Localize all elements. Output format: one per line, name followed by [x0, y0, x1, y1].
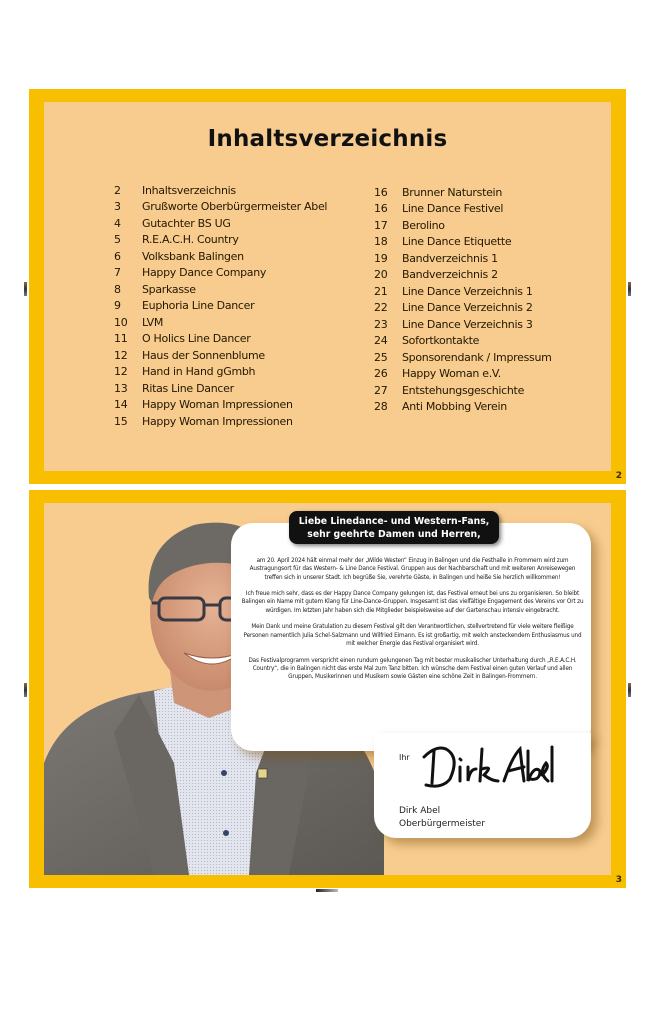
toc-entry[interactable]: [374, 382, 552, 399]
toc-entry-label: Euphoria Line Dancer: [142, 299, 255, 313]
page-greeting-content: [44, 503, 611, 875]
toc-entry-label: Bandverzeichnis 1: [402, 251, 498, 265]
toc-entry-label: Gutachter BS UG: [142, 216, 231, 230]
toc-entry-label: Line Dance Verzeichnis 3: [402, 317, 533, 331]
toc-entry[interactable]: [374, 234, 552, 251]
toc-entry[interactable]: [114, 347, 327, 364]
toc-entry-page-number: 4: [114, 216, 121, 230]
toc-entry-label: Sponsorendank / Impressum: [402, 350, 552, 364]
toc-entry[interactable]: [114, 265, 327, 282]
toc-entry[interactable]: [114, 397, 327, 414]
toc-entry-page-number: 19: [374, 251, 388, 265]
toc-entry-page-number: 13: [114, 381, 128, 395]
toc-entry-page-number: 7: [114, 266, 121, 280]
toc-entry[interactable]: [374, 184, 552, 201]
toc-entry-label: Ritas Line Dancer: [142, 381, 234, 395]
toc-entry[interactable]: [114, 413, 327, 430]
toc-entry-label: Berolino: [402, 218, 445, 232]
toc-entry-page-number: 16: [374, 185, 388, 199]
page-number: 3: [615, 875, 622, 885]
toc-title: Inhaltsverzeichnis: [207, 126, 448, 152]
toc-entry-page-number: 15: [114, 414, 128, 428]
page-number: 2: [615, 471, 622, 481]
toc-entry-label: Line Dance Verzeichnis 1: [402, 284, 533, 298]
toc-entry-page-number: 17: [374, 218, 388, 232]
margin-mark-right-1: [628, 282, 631, 296]
margin-mark-left-1: [24, 282, 27, 296]
toc-entry-page-number: 14: [114, 398, 128, 412]
toc-entry[interactable]: [114, 281, 327, 298]
letter-paragraph-2: Ich freue mich sehr, dass es der Happy Dance Company gelungen ist, das Festival erneut bei uns zu organisieren. So bleibt Balingen ein Name mit gutem Klang für Line-Dance-Gruppen. Insgesamt ist das vielfältige Engagement des Vereins vor Ort zu würdigen. Im letzten Jahr haben sich die Mitglieder beispielsweise auf der Gartenschau intensiv eingebracht.: [241, 591, 584, 614]
toc-entry[interactable]: [374, 349, 552, 366]
toc-entry-label: Happy Woman Impressionen: [142, 398, 293, 412]
signer-name: Dirk Abel: [399, 806, 441, 816]
toc-entry-page-number: 24: [374, 334, 388, 348]
letter-body: [240, 557, 585, 690]
toc-entry-page-number: 5: [114, 233, 121, 247]
toc-entry-label: O Holics Line Dancer: [142, 332, 251, 346]
closing-word: Ihr: [399, 753, 410, 762]
toc-entry-label: Hand in Hand gGmbh: [142, 365, 256, 379]
toc-entry[interactable]: [374, 217, 552, 234]
toc-entry[interactable]: [374, 201, 552, 218]
toc-entry[interactable]: [114, 380, 327, 397]
toc-entry[interactable]: [114, 248, 327, 265]
toc-entry-page-number: 2: [114, 183, 121, 197]
toc-entry-page-number: 25: [374, 350, 388, 364]
toc-entry-label: Haus der Sonnenblume: [142, 348, 265, 362]
toc-entry-page-number: 18: [374, 235, 388, 249]
toc-entry[interactable]: [374, 267, 552, 284]
toc-entry-page-number: 22: [374, 301, 388, 315]
toc-entry[interactable]: [114, 364, 327, 381]
toc-entry[interactable]: [114, 215, 327, 232]
toc-entry-page-number: 12: [114, 348, 128, 362]
toc-entry-page-number: 6: [114, 249, 121, 263]
toc-entry[interactable]: [114, 182, 327, 199]
toc-entry[interactable]: [114, 331, 327, 348]
toc-entry[interactable]: [374, 366, 552, 383]
toc-entry[interactable]: [374, 399, 552, 416]
page-separator-mark: [316, 889, 338, 892]
toc-entry-label: Volksbank Balingen: [142, 249, 244, 263]
toc-entry-page-number: 10: [114, 315, 128, 329]
margin-mark-right-2: [628, 683, 631, 697]
toc-entry-label: Sofortkontakte: [402, 334, 480, 348]
toc-entry-label: Line Dance Festivel: [402, 202, 504, 216]
toc-entry-page-number: 11: [114, 332, 128, 346]
greeting-heading-line-1: Liebe Linedance- und Western-Fans,: [298, 516, 490, 527]
toc-entry-label: LVM: [142, 315, 164, 329]
toc-entry-page-number: 9: [114, 299, 121, 313]
toc-entry-label: Happy Dance Company: [142, 266, 267, 280]
toc-entry[interactable]: [374, 283, 552, 300]
toc-column-left: [114, 182, 327, 430]
page-toc-content: [44, 102, 611, 471]
page-greeting: [29, 490, 626, 888]
toc-entry-page-number: 20: [374, 268, 388, 282]
toc-entry[interactable]: [114, 298, 327, 315]
toc-entry[interactable]: [114, 232, 327, 249]
letter-paragraph-4: Das Festivalprogramm verspricht einen rundum gelungenen Tag mit bester musikalischer Unterhaltung durch „R.E.A.C.H. Country“, die in Balingen nicht das erste Mal zum Tanz bitten. Ich wünsche dem Festival einen guten Verlauf und allen Gruppen, Musikerinnen und Musikern sowie Gästen eine schöne Zeit in Balingen-Frommern.: [248, 657, 577, 681]
toc-entry-label: R.E.A.C.H. Country: [142, 233, 239, 247]
toc-entry-page-number: 16: [374, 202, 388, 216]
toc-entry-label: Happy Woman Impressionen: [142, 414, 293, 428]
toc-entry-label: Grußworte Oberbürgermeister Abel: [142, 200, 328, 214]
toc-entry-page-number: 21: [374, 284, 388, 298]
greeting-heading: [289, 511, 499, 544]
toc-entry[interactable]: [374, 250, 552, 267]
toc-entry-label: Happy Woman e.V.: [402, 367, 501, 381]
handwritten-signature: [416, 737, 556, 792]
toc-entry[interactable]: [114, 199, 327, 216]
toc-entry-label: Sparkasse: [142, 282, 196, 296]
toc-entry-page-number: 28: [374, 400, 388, 414]
toc-entry-label: Anti Mobbing Verein: [402, 400, 507, 414]
toc-entry-page-number: 26: [374, 367, 388, 381]
toc-entry-page-number: 8: [114, 282, 121, 296]
greeting-heading-line-2: sehr geehrte Damen und Herren,: [307, 529, 481, 540]
toc-entry-label: Line Dance Verzeichnis 2: [402, 301, 533, 315]
toc-entry-label: Bandverzeichnis 2: [402, 268, 498, 282]
toc-entry-label: Line Dance Etiquette: [402, 235, 512, 249]
letter-paragraph-1: am 20. April 2024 hält einmal mehr der „Wilde Westen“ Einzug in Balingen und die Festhalle in Frommern wird zum Austragungsort für das Western- & Line Dance Festival. Gruppen aus der Nachbarschaft und mit weiteren Anreisewegen treffen sich in unserer Stadt. Ich begrüße Sie, verehrte Gäste, in Balingen und heiße Sie herzlich willkommen!: [249, 558, 576, 581]
toc-entry-page-number: 12: [114, 365, 128, 379]
toc-entry-label: Brunner Naturstein: [402, 185, 502, 199]
signer-title: Oberbürgermeister: [399, 819, 486, 829]
signer-block: [399, 805, 485, 831]
letter-paragraph-3: Mein Dank und meine Gratulation zu diesem Festival gilt den Verantwortlichen, stellvertretend für viele weitere fleißige Personen namentlich Julia Schel-Salzmann und Wilfried Eimann. Es ist großartig, mit welch ansteckendem Enthusiasmus und mit welcher Energie das Festival organisiert wird.: [243, 624, 582, 647]
toc-entry[interactable]: [374, 333, 552, 350]
toc-entry-label: Entstehungsgeschichte: [402, 383, 525, 397]
toc-entry-page-number: 3: [114, 200, 121, 214]
toc-column-right: [374, 184, 552, 415]
toc-entry-label: Inhaltsverzeichnis: [142, 183, 236, 197]
toc-entry-page-number: 27: [374, 383, 388, 397]
page-toc: [29, 89, 626, 484]
margin-mark-left-2: [24, 683, 27, 697]
toc-entry[interactable]: [374, 316, 552, 333]
toc-entry[interactable]: [374, 300, 552, 317]
toc-entry[interactable]: [114, 314, 327, 331]
toc-entry-page-number: 23: [374, 317, 388, 331]
